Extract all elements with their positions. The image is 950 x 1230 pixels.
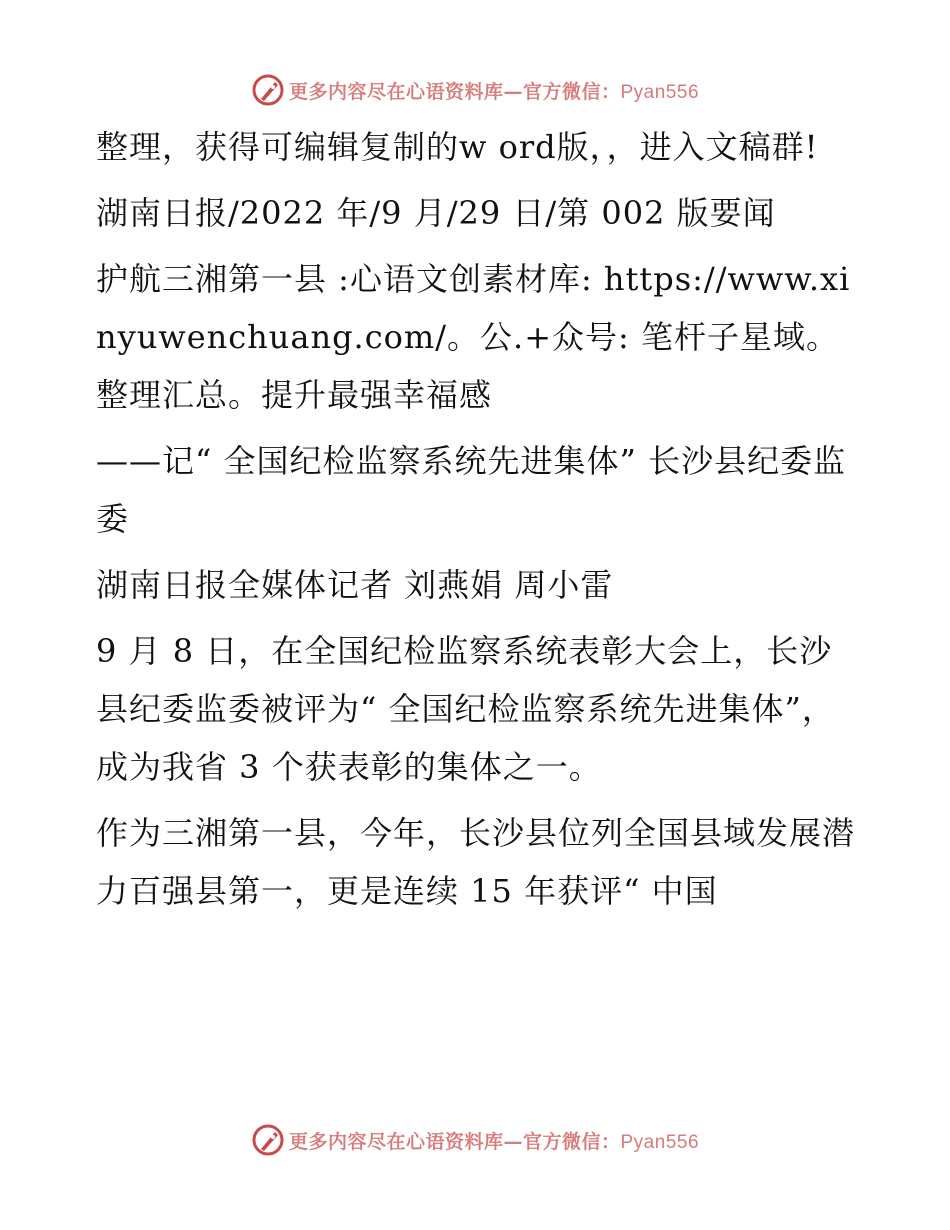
intro-paragraph: 整理，获得可编辑复制的w ord版，，进入文稿群! — [96, 128, 819, 166]
header-watermark — [0, 70, 950, 110]
byline-paragraph: 湖南日报全媒体记者 刘燕娟 周小雷 — [96, 566, 614, 604]
headline-paragraph: 护航三湘第一县 :心语文创素材库: https://www.xinyuwenchuang.com/。公.+众号: 笔杆子星域。整理汇总。提升最强幸福感 — [96, 260, 851, 414]
pen-logo-icon — [251, 1123, 285, 1157]
document-body — [96, 118, 856, 928]
subtitle-paragraph: ——记“ 全国纪检监察系统先进集体” 长沙县纪委监委 — [96, 442, 847, 538]
pen-logo-icon — [251, 73, 285, 107]
source-line: 湖南日报/2022 年/9 月/29 日/第 002 版要闻 — [96, 194, 776, 232]
watermark-text: 更多内容尽在心语资料库—官方微信：Pyan556 — [288, 80, 700, 103]
watermark-text: 更多内容尽在心语资料库—官方微信：Pyan556 — [288, 1130, 700, 1153]
footer-watermark — [0, 1120, 950, 1160]
body-paragraph: 作为三湘第一县，今年，长沙县位列全国县域发展潜力百强县第一，更是连续 15 年获评“ 中国 — [96, 814, 856, 910]
body-paragraph: 9 月 8 日，在全国纪检监察系统表彰大会上，长沙县纪委监委被评为“ 全国纪检监察系统先进集体”，成为我省 3 个获表彰的集体之一。 — [96, 632, 835, 786]
